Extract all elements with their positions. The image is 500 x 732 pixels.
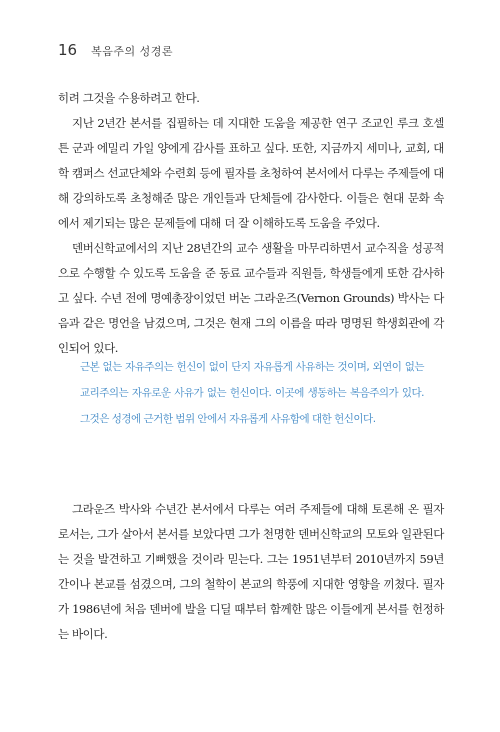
- block-quote: 근본 없는 자유주의는 헌신이 없이 단지 자유롭게 사유하는 것이며, 외연이 없는 교리주의는 자유로운 사유가 없는 헌신이다. 이곳에 생동하는 복음주의가 있다. 그것은 성경에 근거한 범위 안에서 자유롭게 사유함에 대한 헌신이다.: [80, 361, 424, 425]
- body-section-top: [58, 86, 444, 361]
- running-title: 복음주의 성경론: [91, 45, 173, 58]
- paragraph-thanks-1: 지난 2년간 본서를 집필하는 데 지대한 도움을 제공한 연구 조교인 루크 호셀튼 군과 에밀리 가일 양에게 감사를 표하고 싶다. 또한, 지금까지 세미나, 교회, 대학 캠퍼스 선교단체와 수련회 등에 필자를 초청하여 본서에서 다루는 주제들에 대해 강의하도록 초청해준 많은 개인들과 단체들에 감사한다. 이들은 현대 문화 속에서 제기되는 많은 문제들에 대해 더 잘 이해하도록 도움을 주었다.: [58, 116, 444, 230]
- paragraph-thanks-2: 덴버신학교에서의 지난 28년간의 교수 생활을 마무리하면서 교수직을 성공적으로 수행할 수 있도록 도움을 준 동료 교수들과 직원들, 학생들에게 또한 감사하고 싶다. 수년 전에 명예총장이었던 버논 그라운즈(Vernon Grounds) 박사는 다음과 같은 명언을 남겼으며, 그것은 현재 그의 이름을 따라 명명된 학생회관에 각인되어 있다.: [58, 241, 444, 355]
- page-header: [58, 41, 173, 59]
- paragraph-dedication: 그라운즈 박사와 수년간 본서에서 다루는 여러 주제들에 대해 토론해 온 필자로서는, 그가 살아서 본서를 보았다면 그가 천명한 덴버신학교의 모토와 일관된다는 것을 발견하고 기뻐했을 것이라 믿는다. 그는 1951년부터 2010년까지 59년간이나 본교를 섬겼으며, 그의 철학이 본교의 학풍에 지대한 영향을 끼쳤다. 필자가 1986년에 처음 덴버에 발을 디딜 때부터 함께한 많은 이들에게 본서를 헌정하는 바이다.: [58, 502, 444, 641]
- page-number: 16: [58, 41, 78, 59]
- body-section-bottom: [58, 497, 444, 647]
- paragraph-continued: 히려 그것을 수용하려고 한다.: [58, 91, 200, 105]
